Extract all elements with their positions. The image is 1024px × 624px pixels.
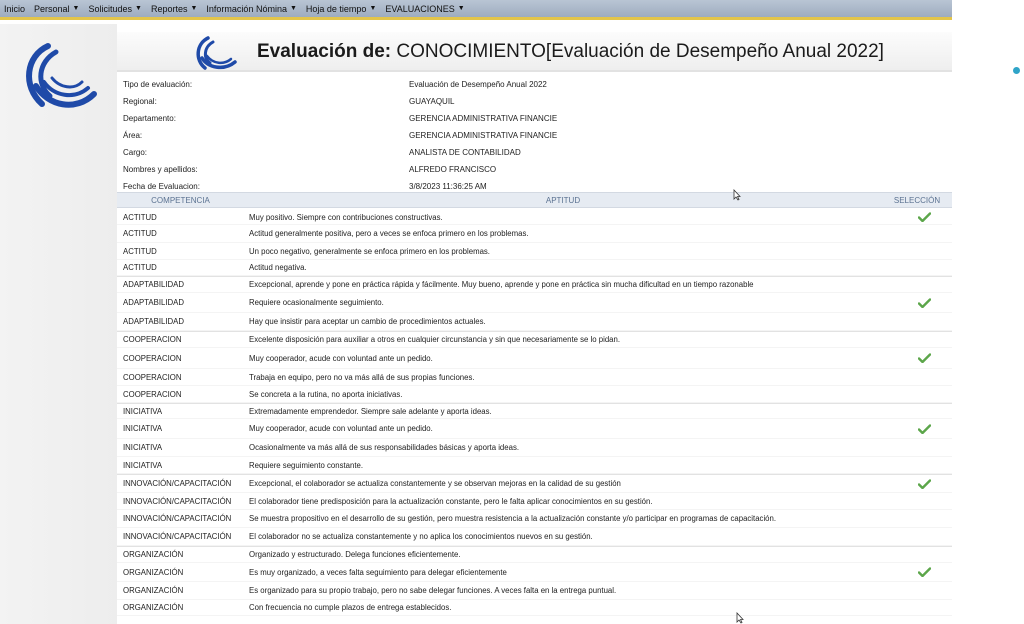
competencia-cell: INICIATIVA (123, 443, 163, 452)
aptitud-cell: Muy positivo. Siempre con contribuciones constructivas. (249, 212, 443, 222)
bullet-dot (1013, 67, 1020, 74)
info-value: ANALISTA DE CONTABILIDAD (409, 148, 521, 157)
checkmark-icon (918, 212, 931, 222)
aptitud-cell: Hay que insistir para aceptar un cambio de procedimientos actuales. (249, 317, 486, 326)
aptitud-cell: Muy cooperador, acude con voluntad ante un pedido. (249, 424, 433, 433)
info-label: Área: (123, 131, 143, 140)
top-menu-bar (0, 0, 952, 20)
info-row (123, 93, 948, 110)
competencia-cell: INICIATIVA (123, 424, 163, 433)
seleccion-cell[interactable] (897, 567, 952, 577)
info-label: Regional: (123, 97, 157, 106)
competencia-cell: COOPERACION (123, 389, 182, 399)
column-header-competencia[interactable]: COMPETENCIA (151, 195, 210, 205)
table-row[interactable] (117, 600, 952, 616)
evaluation-content (117, 24, 952, 624)
info-label: Fecha de Evaluacion: (123, 182, 200, 191)
seleccion-cell[interactable] (897, 479, 952, 489)
info-value: GUAYAQUIL (409, 97, 455, 106)
competencia-cell: ADAPTABILIDAD (123, 317, 184, 326)
checkmark-icon (918, 353, 931, 363)
table-row[interactable] (117, 510, 952, 528)
menu-item-2[interactable] (88, 4, 141, 14)
menu-item-label: Personal (34, 3, 70, 14)
caret-down-icon: ▼ (369, 5, 377, 12)
competencia-cell: ADAPTABILIDAD (123, 298, 184, 307)
table-row[interactable] (117, 419, 952, 439)
competencia-cell: ORGANIZACIÓN (123, 550, 184, 559)
table-row[interactable] (117, 313, 952, 331)
column-header-seleccion[interactable]: SELECCIÓN (893, 195, 941, 205)
competencia-cell: ORGANIZACIÓN (123, 567, 184, 577)
competencia-cell: ACTITUD (123, 229, 157, 238)
page-header (117, 32, 952, 72)
menu-item-4[interactable] (206, 4, 296, 14)
info-label: Cargo: (123, 148, 148, 157)
seleccion-cell[interactable] (897, 212, 952, 222)
checkmark-icon (918, 424, 931, 434)
aptitud-cell: Se muestra propositivo en el desarrollo de su gestión, pero muestra resistencia a la actualización constante y/o participar en programas de capacitación. (249, 514, 777, 523)
aptitud-cell: Extremadamente emprendedor. Siempre sale adelante y aporta ideas. (249, 406, 492, 416)
table-row[interactable] (117, 386, 952, 403)
info-value: GERENCIA ADMINISTRATIVA FINANCIE (409, 114, 558, 123)
caret-down-icon: ▼ (135, 5, 142, 12)
table-row[interactable] (117, 243, 952, 260)
info-value: GERENCIA ADMINISTRATIVA FINANCIE (409, 131, 558, 140)
competencia-cell: ORGANIZACIÓN (123, 586, 184, 595)
menu-item-3[interactable] (151, 4, 197, 14)
title-main: CONOCIMIENTO[Evaluación de Desempeño Anual 2022] (396, 41, 884, 62)
info-value: 3/8/2023 11:36:25 AM (409, 182, 487, 191)
menu-item-5[interactable] (306, 4, 376, 14)
table-row[interactable] (117, 546, 952, 563)
competencia-cell: INICIATIVA (123, 460, 163, 470)
table-row[interactable] (117, 403, 952, 419)
menu-item-6[interactable] (385, 4, 464, 14)
caret-down-icon: ▼ (457, 5, 465, 12)
competencia-cell: COOPERACION (123, 353, 182, 363)
info-value: Evaluación de Desempeño Anual 2022 (409, 80, 547, 89)
header-logo-icon (193, 34, 239, 72)
competencia-cell: ACTITUD (123, 263, 157, 272)
menu-item-1[interactable] (34, 4, 79, 14)
menu-item-label: EVALUACIONES (385, 3, 455, 14)
aptitud-cell: Excepcional, el colaborador se actualiza constantemente y se observan mejoras en la calidad de su gestión (249, 479, 621, 488)
table-row[interactable] (117, 225, 952, 243)
competencia-cell: ORGANIZACIÓN (123, 603, 184, 612)
table-row[interactable] (117, 457, 952, 474)
aptitud-cell: Un poco negativo, generalmente se enfoca primero en los problemas. (249, 246, 490, 256)
menu-item-label: Solicitudes (88, 3, 133, 14)
table-row[interactable] (117, 331, 952, 348)
menu-item-label: Inicio (4, 3, 26, 14)
company-logo-icon (18, 38, 100, 118)
table-row[interactable] (117, 348, 952, 369)
column-header-aptitud[interactable]: APTITUD (545, 195, 581, 205)
table-row[interactable] (117, 439, 952, 457)
info-value: ALFREDO FRANCISCO (409, 165, 497, 174)
aptitud-cell: Organizado y estructurado. Delega funciones eficientemente. (249, 550, 461, 559)
info-row (123, 127, 948, 144)
competencia-cell: INNOVACIÓN/CAPACITACIÓN (123, 532, 232, 541)
mouse-pointer-icon (736, 612, 744, 624)
page-title (257, 41, 884, 63)
menu-item-0[interactable] (4, 4, 25, 14)
info-row (123, 144, 948, 161)
evaluation-info (123, 76, 948, 195)
table-row[interactable] (117, 260, 952, 276)
aptitud-cell: Actitud generalmente positiva, pero a veces se enfoca primero en los problemas. (249, 229, 529, 238)
competencia-cell: ACTITUD (123, 246, 157, 256)
table-row[interactable] (117, 474, 952, 493)
competencia-cell: COOPERACION (123, 335, 182, 344)
grid-header (117, 192, 952, 208)
competencia-cell: COOPERACION (123, 372, 182, 382)
aptitud-cell: Es muy organizado, a veces falta seguimiento para delegar eficientemente (249, 567, 507, 577)
caret-down-icon: ▼ (190, 5, 198, 12)
table-row[interactable] (117, 210, 952, 225)
seleccion-cell[interactable] (897, 353, 952, 363)
aptitud-cell: Trabaja en equipo, pero no va más allá de sus propias funciones. (249, 372, 475, 382)
mouse-pointer-icon (733, 189, 741, 201)
aptitud-cell: Muy cooperador, acude con voluntad ante un pedido. (249, 353, 433, 363)
table-row[interactable] (117, 293, 952, 313)
evaluation-grid (117, 210, 952, 616)
menu-item-label: Información Nómina (206, 3, 287, 14)
caret-down-icon: ▼ (72, 5, 80, 12)
info-label: Nombres y apellidos: (123, 165, 198, 174)
table-row[interactable] (117, 493, 952, 510)
info-label: Departamento: (123, 114, 176, 123)
aptitud-cell: Excelente disposición para auxiliar a otros en cualquier circunstancia y sin que necesariamente se lo pidan. (249, 335, 620, 344)
aptitud-cell: Ocasionalmente va más allá de sus responsabilidades básicas y aporta ideas. (249, 443, 520, 452)
competencia-cell: INNOVACIÓN/CAPACITACIÓN (123, 479, 232, 488)
table-row[interactable] (117, 582, 952, 600)
competencia-cell: INNOVACIÓN/CAPACITACIÓN (123, 514, 232, 523)
aptitud-cell: Actitud negativa. (249, 263, 307, 272)
info-row (123, 76, 948, 93)
title-prefix: Evaluación de: (257, 41, 392, 62)
left-logo-panel (0, 24, 117, 624)
checkmark-icon (918, 479, 931, 489)
checkmark-icon (918, 567, 931, 577)
table-row[interactable] (117, 528, 952, 546)
competencia-cell: ADAPTABILIDAD (123, 280, 184, 289)
competencia-cell: INICIATIVA (123, 406, 163, 416)
info-row (123, 161, 948, 178)
aptitud-cell: Con frecuencia no cumple plazos de entrega establecidos. (249, 603, 452, 612)
info-row (123, 110, 948, 127)
aptitud-cell: Se concreta a la rutina, no aporta iniciativas. (249, 389, 403, 399)
seleccion-cell[interactable] (897, 298, 952, 308)
table-row[interactable] (117, 276, 952, 293)
menu-item-label: Hoja de tiempo (305, 3, 367, 14)
checkmark-icon (918, 298, 931, 308)
aptitud-cell: El colaborador no se actualiza constantemente y no aplica los conocimientos nuevos en su gestión. (249, 532, 593, 541)
aptitud-cell: Requiere ocasionalmente seguimiento. (249, 298, 384, 307)
info-label: Tipo de evaluación: (123, 80, 193, 89)
aptitud-cell: Es organizado para su propio trabajo, pero no sabe delegar funciones. A veces falta en la entrega puntual. (249, 586, 617, 595)
competencia-cell: INNOVACIÓN/CAPACITACIÓN (123, 496, 232, 506)
table-row[interactable] (117, 369, 952, 386)
menu-item-label: Reportes (150, 3, 188, 14)
table-row[interactable] (117, 563, 952, 582)
aptitud-cell: El colaborador tiene predisposición para la actualización constante, pero le falta aplicar conocimientos en su gestión. (249, 496, 653, 506)
aptitud-cell: Requiere seguimiento constante. (249, 460, 363, 470)
seleccion-cell[interactable] (897, 424, 952, 434)
aptitud-cell: Excepcional, aprende y pone en práctica rápida y fácilmente. Muy bueno, aprende y pone en práctica sin mucha dificultad en un tiempo razonable (249, 280, 754, 289)
caret-down-icon: ▼ (289, 5, 297, 12)
competencia-cell: ACTITUD (123, 212, 157, 222)
